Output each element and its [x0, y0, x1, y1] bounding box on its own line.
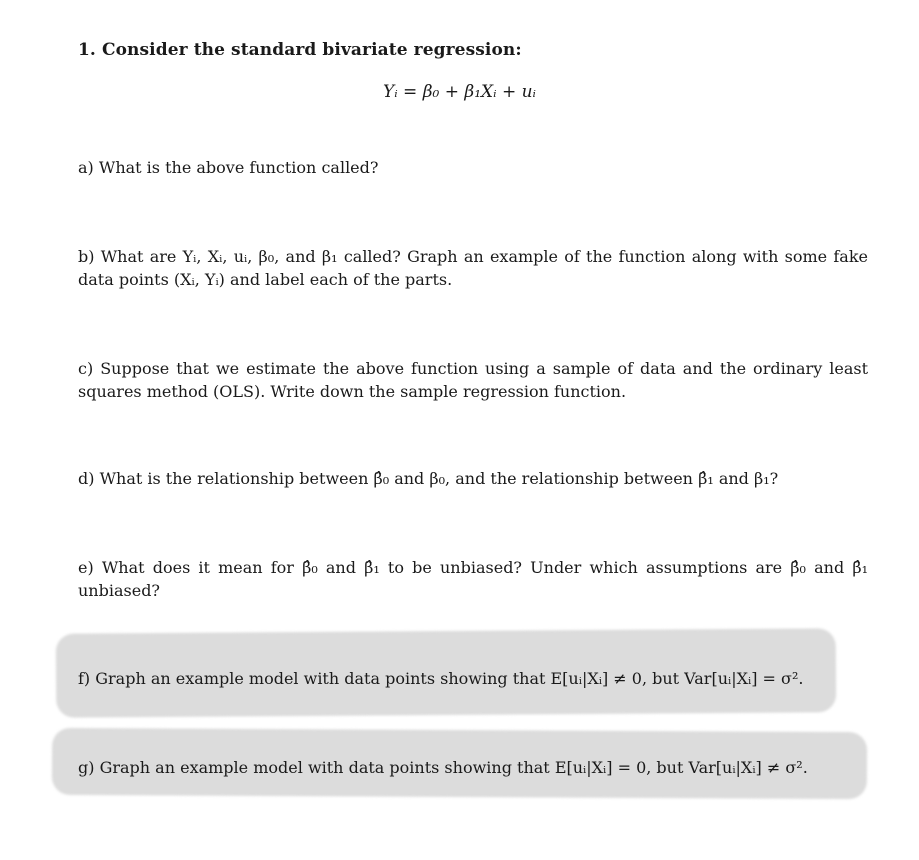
question-a: a) What is the above function called? [78, 158, 379, 177]
problem-heading: 1. Consider the standard bivariate regression: [78, 40, 522, 60]
question-f: f) Graph an example model with data points showing that E[uᵢ|Xᵢ] ≠ 0, but Var[uᵢ|Xᵢ] = σ². [78, 669, 804, 688]
question-d: d) What is the relationship between β̂₀ and β₀, and the relationship between β̂₁ and β₁? [78, 469, 779, 488]
question-b: b) What are Yᵢ, Xᵢ, uᵢ, β₀, and β₁ called? Graph an example of the function along with some fake data points (Xᵢ, Yᵢ) and label each of the parts. [78, 247, 868, 289]
question-g: g) Graph an example model with data points showing that E[uᵢ|Xᵢ] = 0, but Var[uᵢ|Xᵢ] ≠ σ². [78, 758, 808, 777]
question-e: e) What does it mean for β̂₀ and β̂₁ to be unbiased? Under which assumptions are β̂₀ and β̂₁ unbiased? [78, 558, 868, 600]
question-c: c) Suppose that we estimate the above function using a sample of data and the ordinary least squares method (OLS). Write down the sample regression function. [78, 359, 868, 401]
regression-equation: Yᵢ = β₀ + β₁Xᵢ + uᵢ [383, 82, 536, 102]
